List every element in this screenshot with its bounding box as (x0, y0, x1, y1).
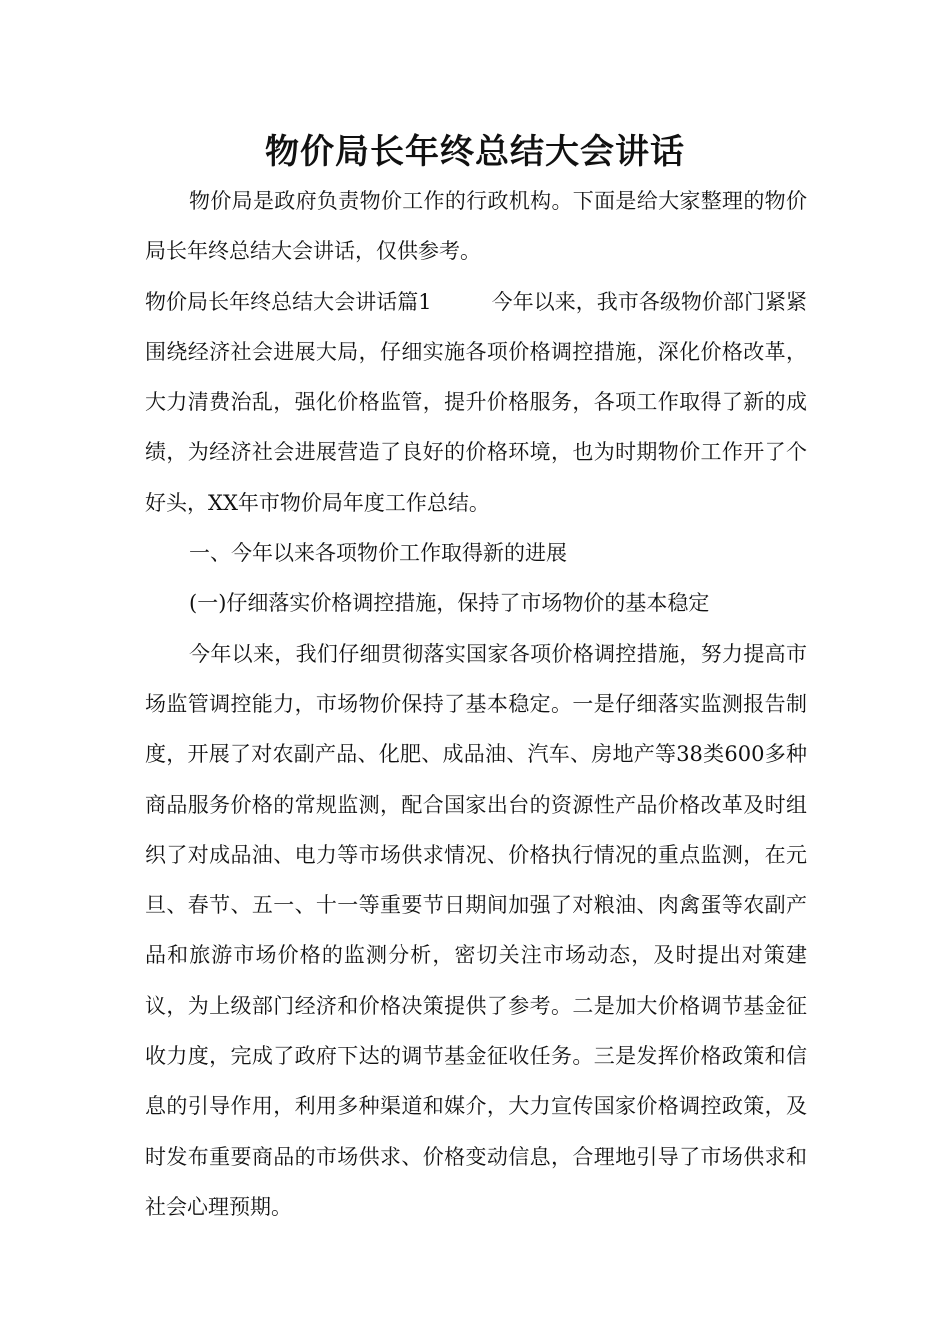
body-paragraph: 今年以来，我们仔细贯彻落实国家各项价格调控措施，努力提高市场监管调控能力，市场物价保持了基本稳定。一是仔细落实监测报告制度，开展了对农副产品、化肥、成品油、汽车、房地产等38类600多种商品服务价格的常规监测，配合国家出台的资源性产品价格改革及时组织了对成品油、电力等市场供求情况、价格执行情况的重点监测，在元旦、春节、五一、十一等重要节日期间加强了对粮油、肉禽蛋等农副产品和旅游市场价格的监测分析，密切关注市场动态，及时提出对策建议，为上级部门经济和价格决策提供了参考。二是加大价格调节基金征收力度，完成了政府下达的调节基金征收任务。三是发挥价格政策和信息的引导作用，利用多种渠道和媒介，大力宣传国家价格调控政策，及时发布重要商品的市场供求、价格变动信息，合理地引导了市场供求和社会心理预期。 (145, 641, 807, 1219)
section-label: 物价局长年终总结大会讲话篇1 (145, 289, 432, 314)
section-lead: 今年以来，我市各级物价部门紧紧围绕经济社会进展大局，仔细实施各项价格调控措施，深化价格改革，大力清费治乱，强化价格监管，提升价格服务，各项工作取得了新的成绩，为经济社会进展营造了良好的价格环境，也为时期物价工作开了个好头，XX年市物价局年度工作总结。 (145, 289, 807, 515)
heading-level-1: 一、今年以来各项物价工作取得新的进展 (189, 541, 567, 566)
section-paragraph (145, 277, 807, 528)
document-title: 物价局长年终总结大会讲话 (265, 132, 685, 172)
heading-level-2: (一)仔细落实价格调控措施，保持了市场物价的基本稳定 (189, 591, 710, 616)
document-body (145, 176, 807, 1232)
intro-paragraph: 物价局是政府负责物价工作的行政机构。下面是给大家整理的物价局长年终总结大会讲话，仅供参考。 (145, 189, 807, 264)
